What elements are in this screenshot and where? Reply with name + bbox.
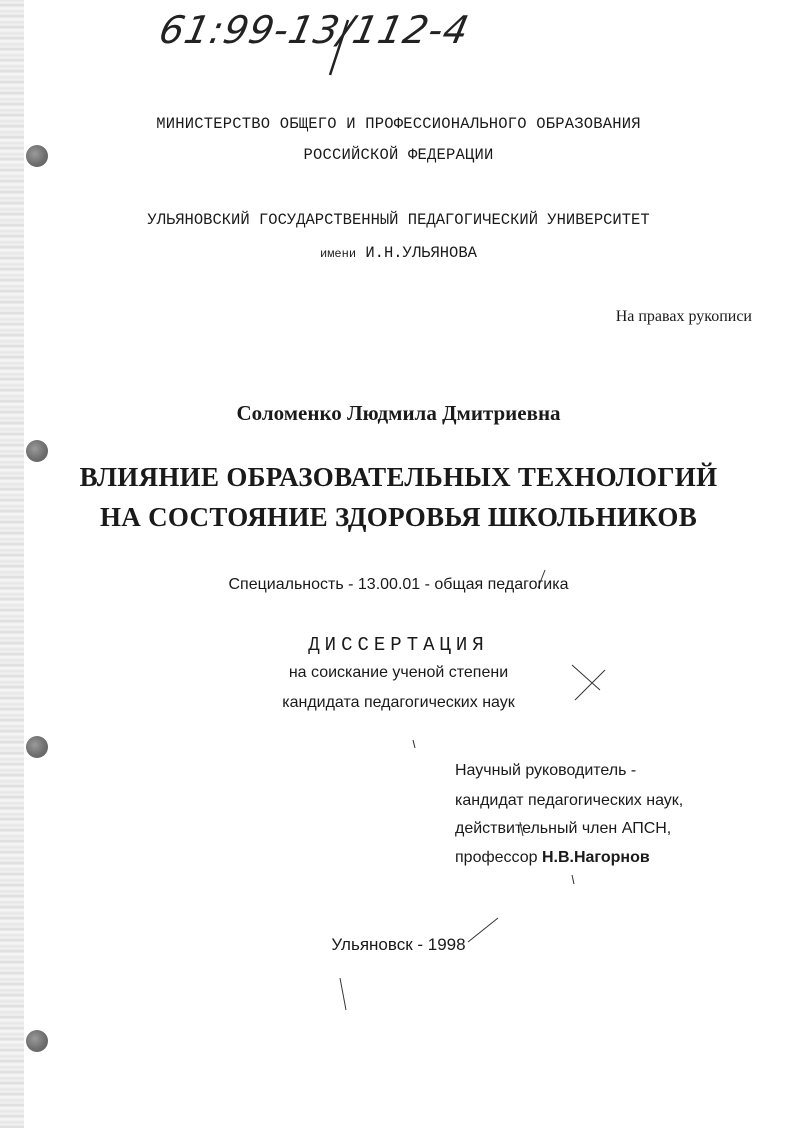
manuscript-rights-note: На правах рукописи <box>615 308 752 325</box>
author-name: Соломенко Людмила Дмитриевна <box>236 401 561 425</box>
ministry-line-1: МИНИСТЕРСТВО ОБЩЕГО И ПРОФЕССИОНАЛЬНОГО ОБРАЗОВАНИЯ <box>156 115 641 133</box>
university-named-person: И.Н.УЛЬЯНОВА <box>365 244 477 262</box>
dissertation-label: ДИССЕРТАЦИЯ <box>308 634 489 656</box>
supervisor-title: профессор <box>455 849 538 866</box>
punch-hole <box>26 1030 48 1052</box>
ministry-line-2: РОССИЙСКОЙ ФЕДЕРАЦИИ <box>303 146 494 164</box>
pen-tick-mark <box>572 875 574 884</box>
university-named-after <box>0 244 797 262</box>
supervisor-line-2: кандидат педагогических наук, <box>455 792 684 809</box>
scan-binding-edge <box>0 0 24 1128</box>
university-name: УЛЬЯНОВСКИЙ ГОСУДАРСТВЕННЫЙ ПЕДАГОГИЧЕСКИЙ УНИВЕРСИТЕТ <box>147 211 650 229</box>
title-line-1: ВЛИЯНИЕ ОБРАЗОВАТЕЛЬНЫХ ТЕХНОЛОГИЙ <box>79 462 718 492</box>
dissertation-degree-line-2: кандидата педагогических наук <box>282 694 515 711</box>
supervisor-line-1: Научный руководитель - <box>455 762 637 779</box>
university-named-prefix: имени <box>320 247 357 261</box>
pen-tick-mark <box>413 740 415 748</box>
supervisor-line-3: действительный член АПСН, <box>455 820 672 837</box>
supervisor-line-4 <box>455 849 650 867</box>
specialty-line: Специальность - 13.00.01 - общая педагогика <box>228 576 569 593</box>
punch-hole <box>26 440 48 462</box>
pen-tick-mark <box>340 978 346 1010</box>
punch-hole <box>26 736 48 758</box>
city-and-year: Ульяновск - 1998 <box>331 935 466 954</box>
supervisor-name: Н.В.Нагорнов <box>541 849 650 866</box>
title-line-2: НА СОСТОЯНИЕ ЗДОРОВЬЯ ШКОЛЬНИКОВ <box>99 502 698 532</box>
handwritten-archive-code: 61:99-13/112-4 <box>155 8 474 52</box>
dissertation-degree-line-1: на соискание ученой степени <box>288 664 509 681</box>
